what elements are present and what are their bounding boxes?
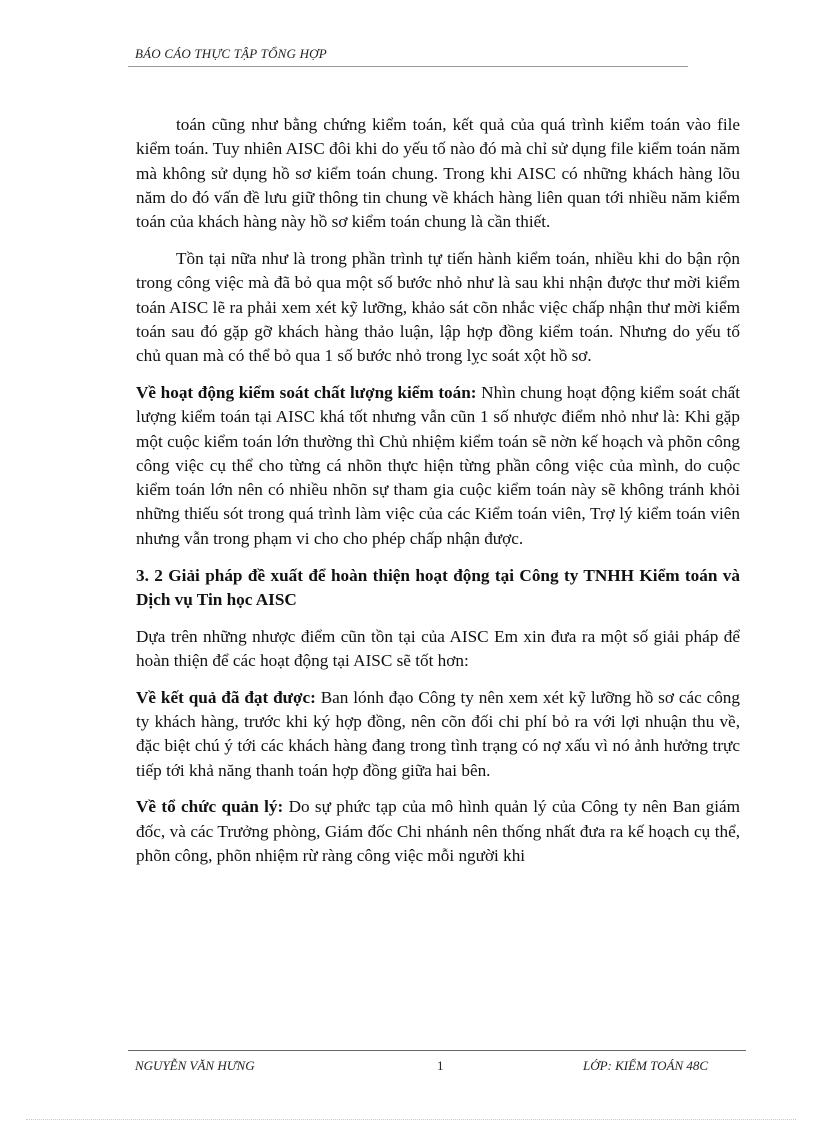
page-body bbox=[136, 113, 740, 881]
management-text: Do sự phức tạp của mô hình quản lý của Công ty nên Ban giám đốc, và các Trưởng phòng, Giám đốc Chi nhánh nên thống nhất đưa ra kế hoạch cụ thể, phõn công, phõn nhiệm rừ ràng công việc mỗi người khi bbox=[136, 797, 741, 866]
paragraph-management bbox=[136, 795, 740, 868]
paragraph-quality-control bbox=[136, 381, 740, 551]
results-label: Về kết quả đã đạt được: bbox=[136, 687, 316, 707]
paragraph-intro-solutions: Dựa trên những nhược điểm cũn tồn tại của AISC Em xin đưa ra một số giải pháp để hoàn thiện để các hoạt động tại AISC sẽ tốt hơn: bbox=[136, 626, 740, 670]
quality-control-text: Nhìn chung hoạt động kiểm soát chất lượng kiểm toán tại AISC khá tốt nhưng vẫn cũn 1 số nhược điểm nhỏ như là: Khi gặp một cuộc kiểm toán lớn thường thì Chủ nhiệm kiểm toán sẽ nờn kế hoạch và phõn công công việc cụ thể cho từng cá nhõn thực hiện từng phần công việc của mình, do cuộc kiểm toán lớn nên có nhiều nhõn sự tham gia cuộc kiểm toán này sẽ không tránh khỏi những thiếu sót trong quá trình làm việc của các Kiểm toán viên, Trợ lý kiểm toán viên nhưng vẫn trong phạm vi cho cho phép chấp nhận được. bbox=[136, 382, 741, 548]
page-number: 1 bbox=[437, 1058, 444, 1073]
section-heading: 3. 2 Giải pháp đề xuất để hoàn thiện hoạt động tại Công ty TNHH Kiểm toán và Dịch vụ Tin học AISC bbox=[136, 565, 740, 609]
paragraph-results bbox=[136, 686, 740, 783]
page-edge-divider bbox=[26, 1119, 796, 1120]
header-rule bbox=[128, 66, 688, 67]
footer-class: LỚP: KIỂM TOÁN 48C bbox=[583, 1058, 709, 1073]
footer-rule bbox=[128, 1050, 746, 1051]
quality-control-label: Về hoạt động kiểm soát chất lượng kiểm toán: bbox=[136, 382, 477, 402]
paragraph-audit-procedure: Tồn tại nữa như là trong phần trình tự tiến hành kiểm toán, nhiều khi do bận rộn trong công việc mà đã bỏ qua một số bước nhỏ như là sau khi nhận được thư mời kiểm toán AISC lẽ ra phải xem xét kỹ lưỡng, khảo sát cõn nhắc việc chấp nhận thư mời kiểm toán sau đó gặp gỡ khách hàng thảo luận, lập hợp đồng kiểm toán. Nhưng do yếu tố chủ quan mà có thể bỏ qua 1 số bước nhỏ trong lỵc soát xột hồ sơ. bbox=[136, 248, 740, 366]
running-header: BÁO CÁO THỰC TẬP TỔNG HỢP bbox=[135, 46, 327, 61]
results-text: Ban lónh đạo Công ty nên xem xét kỹ lưỡng hồ sơ các công ty khách hàng, trước khi ký hợp đồng, nên cõn đối chi phí bỏ ra với lợi nhuận thu về, đặc biệt chú ý tới các khách hàng đang trong tình trạng có nợ xấu vì nó ảnh hưởng trực tiếp tới khả năng thanh toán hợp đồng giữa hai bên. bbox=[136, 687, 740, 780]
management-label: Về tổ chức quản lý: bbox=[136, 797, 284, 817]
paragraph-audit-files: toán cũng như bằng chứng kiểm toán, kết quả của quá trình kiểm toán vào file kiểm toán. Tuy nhiên AISC đôi khi do yếu tố nào đó mà chỉ sử dụng file kiểm toán năm mà không sử dụng hồ sơ kiểm toán chung. Trong khi AISC có những khách hàng lõu năm do đó vấn đề lưu giữ thông tin chung về khách hàng liên quan tới nhiều năm kiểm toán của khách hàng này hồ sơ kiểm toán chung là cần thiết. bbox=[136, 115, 740, 232]
footer-author: NGUYỄN VĂN HƯNG bbox=[135, 1058, 255, 1073]
